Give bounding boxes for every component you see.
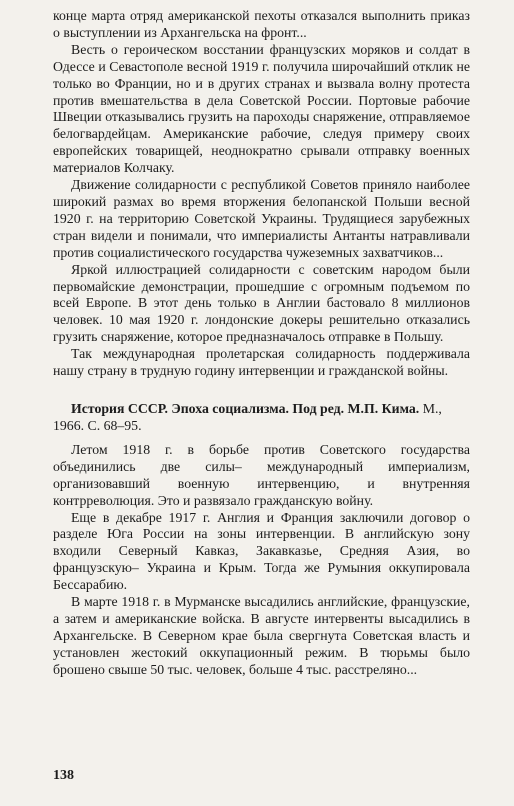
paragraph-polish-invasion: Движение солидарности с республикой Советов приняло наиболее широкий размах во время вторжения белопанской Польши весной 1920 г. на территорию Советской Украины. Трудящиеся зарубежных стран видели и понимали, что империалисты Антанты натравливали против социалистического государства чужеземных захватчиков... [53,177,470,260]
source-citation [53,400,470,434]
paragraph-may-day: Яркой иллюстрацией солидарности с советским народом были первомайские демонстрации, прошедшие с огромным подъемом по всей Европе. В этот день только в Англии бастовало 8 миллионов человек. 10 мая 1920 г. лондонские докеры решительно отказались грузить снаряжение, которое предназначалось отправке в Польшу. [53,261,470,345]
paragraph-solidarity-summary: Так международная пролетарская солидарность поддерживала нашу страну в трудную годину интервенции и гражданской войны. [53,346,470,379]
paragraph-french-sailors: Весть о героическом восстании французских моряков и солдат в Одессе и Севастополе весной 1919 г. получила широчайший отклик не только во Франции, но и в других странах и вызвала волну протеста против вмешательства в дела Советской России. Портовые рабочие Швеции отказывались грузить на пароходы снаряжение, отправляемое белогвардейцам. Американские рабочие, следуя примеру своих европейских товарищей, неоднократно срывали отправку военных материалов Колчаку. [53,41,470,176]
paragraph-march-1918: В марте 1918 г. в Мурманске высадились английские, французские, а затем и американские войска. В августе интервенты высадились в Архангельске. В Северном крае была свергнута Советская власть и установлен жестокий оккупационный режим. В тюрьмы было брошено свыше 50 тыс. человек, больше 4 тыс. расстреляно... [53,594,470,677]
paragraph-december-1917: Еще в декабре 1917 г. Англия и Франция заключили договор о разделе Юга России на зоны интервенции. В английскую зону входили Северный Кавказ, Закавказье, Средняя Азия, во французскую– Украина и Крым. Тогда же Румыния оккупировала Бессарабию. [53,509,470,593]
paragraph-continuation: конце марта отряд американской пехоты отказался выполнить приказ о выступлении из Архангельска на фронт... [53,8,470,40]
page-number: 138 [53,768,74,783]
paragraph-summer-1918: Летом 1918 г. в борьбе против Советского государства объединились две силы– международный империализм, организовавший военную интервенцию, и внутренняя контрреволюция. Это и развязало гражданскую войну. [53,441,470,508]
source-details: М., 1966. С. 68–95. [53,400,442,433]
source-title: История СССР. Эпоха социализма. Под ред. М.П. Кима. [71,400,420,416]
